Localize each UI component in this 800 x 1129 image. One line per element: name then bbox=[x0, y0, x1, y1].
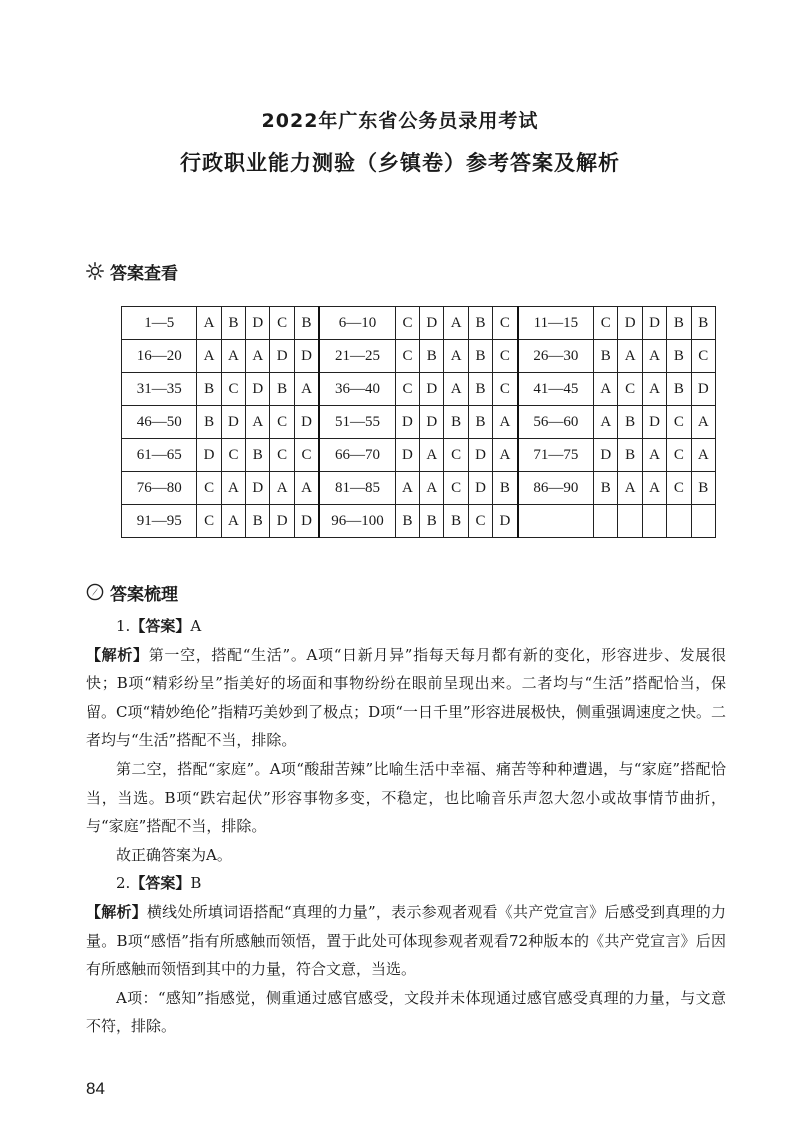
answer-cell: B bbox=[667, 373, 691, 406]
answer-cell: C bbox=[270, 307, 294, 340]
answer-cell: D bbox=[691, 373, 715, 406]
answer-cell: C bbox=[493, 373, 518, 406]
question-range-cell: 26—30 bbox=[518, 340, 594, 373]
answer-cell: C bbox=[395, 373, 419, 406]
answer-cell: C bbox=[468, 505, 492, 538]
answer-check-heading bbox=[86, 259, 178, 283]
answer-cell: A bbox=[197, 340, 221, 373]
answer-cell: D bbox=[468, 439, 492, 472]
answer-cell: B bbox=[468, 307, 492, 340]
answer-cell bbox=[594, 505, 618, 538]
answer-review-heading-text: 答案梳理 bbox=[110, 584, 178, 605]
answer-cell: B bbox=[691, 472, 715, 505]
doc-title-line2: 行政职业能力测验（乡镇卷）参考答案及解析 bbox=[180, 151, 620, 175]
answer-cell: A bbox=[691, 439, 715, 472]
question-range-cell: 81—85 bbox=[319, 472, 395, 505]
answer-cell: B bbox=[468, 340, 492, 373]
answer-cell: A bbox=[444, 340, 468, 373]
q2-analysis-p2: A项：“感知”指感觉，侧重通过感官感受，文段并未体现通过感官感受真理的力量，与文意不符，排除。 bbox=[86, 988, 726, 1036]
answer-cell: B bbox=[468, 373, 492, 406]
answer-table-row bbox=[122, 439, 716, 472]
answer-cell: B bbox=[270, 373, 294, 406]
answer-cell: D bbox=[270, 505, 294, 538]
answer-cell: B bbox=[420, 340, 444, 373]
answer-cell: B bbox=[667, 340, 691, 373]
answer-cell: A bbox=[420, 439, 444, 472]
answer-cell bbox=[618, 505, 642, 538]
answer-cell: A bbox=[246, 340, 270, 373]
answer-cell: C bbox=[197, 472, 221, 505]
answer-cell: C bbox=[594, 307, 618, 340]
question-range-cell: 51—55 bbox=[319, 406, 395, 439]
answer-cell: A bbox=[395, 472, 419, 505]
question-range-cell: 6—10 bbox=[319, 307, 395, 340]
answer-cell: D bbox=[294, 505, 319, 538]
answer-cell: D bbox=[246, 373, 270, 406]
answer-table-row bbox=[122, 373, 716, 406]
q1-analysis-p2: 第二空，搭配“家庭”。A项“酸甜苦辣”比喻生活中幸福、痛苦等种种遭遇，与“家庭”搭配恰当，当选。B项“跌宕起伏”形容事物多变，不稳定，也比喻音乐声忽大忽小或故事情节曲折，与“家庭”搭配不当，排除。 bbox=[86, 759, 726, 836]
answer-table-row bbox=[122, 307, 716, 340]
answer-cell: C bbox=[395, 340, 419, 373]
answer-cell: A bbox=[221, 505, 245, 538]
question-range-cell: 71—75 bbox=[518, 439, 594, 472]
question-range-cell bbox=[518, 505, 594, 538]
answer-cell: A bbox=[493, 406, 518, 439]
answer-cell: D bbox=[420, 406, 444, 439]
q1-analysis-p1: 【解析】第一空，搭配“生活”。A项“日新月异”指每天每月都有新的变化，形容进步、发展很快；B项“精彩纷呈”指美好的场面和事物纷纷在眼前呈现出来。二者均与“生活”搭配恰当，保留。C项“精妙绝伦”指精巧美妙到了极点；D项“一日千里”形容进展极快，侧重强调速度之快。二者均与“生活”搭配不当，排除。 bbox=[86, 645, 726, 750]
page-number: 84 bbox=[86, 1079, 105, 1098]
question-range-cell: 1—5 bbox=[122, 307, 197, 340]
answer-cell: B bbox=[246, 505, 270, 538]
answer-cell: A bbox=[642, 373, 666, 406]
doc-title-line1: 2022年广东省公务员录用考试 bbox=[261, 110, 539, 132]
question-range-cell: 36—40 bbox=[319, 373, 395, 406]
answer-cell: C bbox=[221, 439, 245, 472]
answer-cell: B bbox=[395, 505, 419, 538]
answer-cell: D bbox=[618, 307, 642, 340]
question-range-cell: 16—20 bbox=[122, 340, 197, 373]
answer-cell: B bbox=[444, 505, 468, 538]
answer-cell: D bbox=[270, 340, 294, 373]
answer-cell: D bbox=[468, 472, 492, 505]
answer-cell: A bbox=[270, 472, 294, 505]
answer-cell: C bbox=[221, 373, 245, 406]
answer-cell: B bbox=[618, 439, 642, 472]
question-range-cell: 86—90 bbox=[518, 472, 594, 505]
answer-table-row bbox=[122, 340, 716, 373]
answer-cell: D bbox=[493, 505, 518, 538]
answer-cell: B bbox=[667, 307, 691, 340]
answer-cell: C bbox=[444, 439, 468, 472]
question-range-cell: 61—65 bbox=[122, 439, 197, 472]
question-range-cell: 11—15 bbox=[518, 307, 594, 340]
answer-cell: D bbox=[395, 406, 419, 439]
answer-cell: B bbox=[594, 472, 618, 505]
question-range-cell: 96—100 bbox=[319, 505, 395, 538]
answer-cell: B bbox=[221, 307, 245, 340]
answer-cell: B bbox=[246, 439, 270, 472]
answer-cell: D bbox=[221, 406, 245, 439]
answer-cell: D bbox=[642, 406, 666, 439]
question-range-cell: 66—70 bbox=[319, 439, 395, 472]
answer-cell: C bbox=[691, 340, 715, 373]
answer-cell: B bbox=[294, 307, 319, 340]
answer-cell: D bbox=[246, 307, 270, 340]
q1-conclusion: 故正确答案为A。 bbox=[116, 845, 232, 864]
answer-cell: A bbox=[594, 406, 618, 439]
answer-table-row bbox=[122, 406, 716, 439]
answer-cell: B bbox=[468, 406, 492, 439]
answer-cell: D bbox=[420, 307, 444, 340]
answer-cell: C bbox=[270, 439, 294, 472]
answer-cell: A bbox=[444, 307, 468, 340]
question-range-cell: 76—80 bbox=[122, 472, 197, 505]
sun-icon bbox=[86, 262, 104, 280]
answer-cell: A bbox=[246, 406, 270, 439]
answer-cell: B bbox=[691, 307, 715, 340]
answer-cell: D bbox=[197, 439, 221, 472]
answer-cell: B bbox=[197, 406, 221, 439]
answer-cell: D bbox=[642, 307, 666, 340]
answer-cell: C bbox=[197, 505, 221, 538]
answer-table-row bbox=[122, 505, 716, 538]
answer-cell: D bbox=[246, 472, 270, 505]
answer-cell: C bbox=[395, 307, 419, 340]
answer-cell: C bbox=[294, 439, 319, 472]
question-range-cell: 21—25 bbox=[319, 340, 395, 373]
answer-cell: B bbox=[594, 340, 618, 373]
answer-cell: A bbox=[444, 373, 468, 406]
answer-cell: A bbox=[294, 373, 319, 406]
answer-cell: D bbox=[294, 406, 319, 439]
answer-cell bbox=[667, 505, 691, 538]
question-range-cell: 46—50 bbox=[122, 406, 197, 439]
q2-answer-line: 2.【答案】B bbox=[116, 874, 202, 893]
answer-cell: A bbox=[493, 439, 518, 472]
answer-cell: A bbox=[420, 472, 444, 505]
answer-cell: A bbox=[642, 439, 666, 472]
question-range-cell: 91—95 bbox=[122, 505, 197, 538]
answer-cell: B bbox=[444, 406, 468, 439]
answer-cell bbox=[642, 505, 666, 538]
answer-cell: D bbox=[420, 373, 444, 406]
question-range-cell: 41—45 bbox=[518, 373, 594, 406]
answer-analysis bbox=[86, 612, 726, 1041]
answer-cell: A bbox=[594, 373, 618, 406]
answer-cell: A bbox=[642, 340, 666, 373]
answer-cell: C bbox=[667, 472, 691, 505]
answer-check-heading-text: 答案查看 bbox=[110, 263, 178, 284]
answer-cell: C bbox=[667, 439, 691, 472]
answer-cell: B bbox=[493, 472, 518, 505]
answer-cell: D bbox=[594, 439, 618, 472]
question-range-cell: 31—35 bbox=[122, 373, 197, 406]
question-range-cell: 56—60 bbox=[518, 406, 594, 439]
answer-cell: A bbox=[221, 472, 245, 505]
answer-cell: A bbox=[618, 340, 642, 373]
answer-cell: C bbox=[493, 307, 518, 340]
q1-answer-line: 1.【答案】A bbox=[116, 617, 202, 635]
answer-cell: B bbox=[618, 406, 642, 439]
answer-cell: C bbox=[618, 373, 642, 406]
answer-cell: C bbox=[444, 472, 468, 505]
q2-analysis-p1: 【解析】横线处所填词语搭配“真理的力量”，表示参观者观看《共产党宣言》后感受到真理的力量。B项“感悟”指有所感触而领悟，置于此处可体现参观者观看72种版本的《共产党宣言》后因有所感触而领悟到其中的力量，符合文意，当选。 bbox=[86, 902, 726, 979]
answer-cell: A bbox=[642, 472, 666, 505]
answer-cell: C bbox=[493, 340, 518, 373]
answer-cell: A bbox=[221, 340, 245, 373]
compass-icon bbox=[86, 583, 104, 601]
answer-cell: C bbox=[667, 406, 691, 439]
answer-cell: A bbox=[618, 472, 642, 505]
answer-cell: A bbox=[197, 307, 221, 340]
answer-review-heading bbox=[86, 580, 178, 604]
answer-cell: D bbox=[294, 340, 319, 373]
answer-table bbox=[121, 306, 716, 538]
answer-table-row bbox=[122, 472, 716, 505]
answer-cell: A bbox=[294, 472, 319, 505]
answer-cell bbox=[691, 505, 715, 538]
answer-cell: C bbox=[270, 406, 294, 439]
answer-cell: B bbox=[420, 505, 444, 538]
answer-cell: D bbox=[395, 439, 419, 472]
answer-cell: A bbox=[691, 406, 715, 439]
answer-cell: B bbox=[197, 373, 221, 406]
